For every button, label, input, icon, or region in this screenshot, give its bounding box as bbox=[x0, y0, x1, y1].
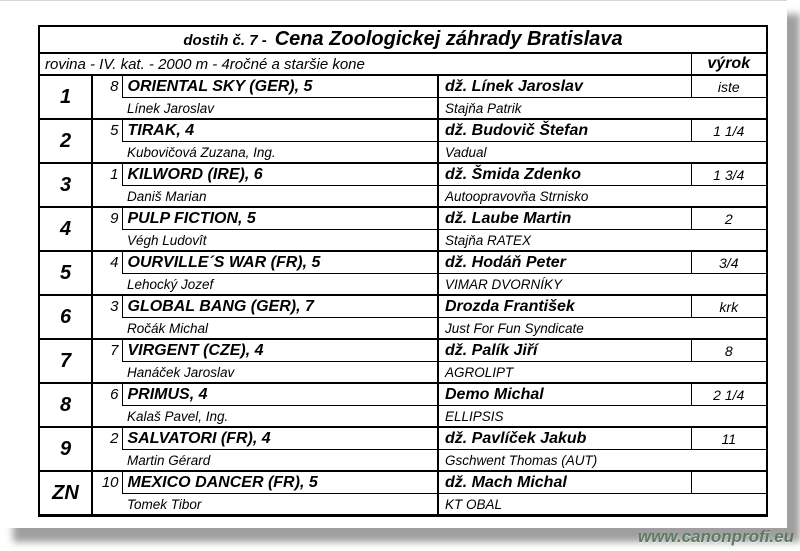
result-row-top bbox=[39, 295, 767, 318]
verdict-cell: krk bbox=[691, 295, 767, 318]
verdict-cell: 1 3/4 bbox=[691, 163, 767, 186]
horse-name-cell: PULP FICTION, 5 bbox=[122, 207, 438, 230]
conditions-row bbox=[39, 53, 767, 75]
result-row-top bbox=[39, 339, 767, 362]
result-row-bottom bbox=[39, 98, 767, 120]
start-number-cell: 8 bbox=[92, 75, 122, 98]
place-cell: 8 bbox=[39, 383, 92, 427]
trainer-cell: Línek Jaroslav bbox=[122, 98, 438, 120]
jockey-cell: Demo Michal bbox=[438, 383, 691, 406]
horse-name-cell: PRIMUS, 4 bbox=[122, 383, 438, 406]
stable-cell: KT OBAL bbox=[438, 494, 767, 516]
result-row-bottom bbox=[39, 406, 767, 428]
place-cell: 6 bbox=[39, 295, 92, 339]
stable-cell: AGROLIPT bbox=[438, 362, 767, 384]
horse-name-cell: TIRAK, 4 bbox=[122, 119, 438, 142]
result-row-bottom bbox=[39, 362, 767, 384]
result-row-top bbox=[39, 163, 767, 186]
result-row-bottom bbox=[39, 230, 767, 252]
result-row-top bbox=[39, 427, 767, 450]
jockey-cell: dž. Palík Jiří bbox=[438, 339, 691, 362]
result-row-top bbox=[39, 471, 767, 494]
stable-cell: Vadual bbox=[438, 142, 767, 164]
verdict-cell: 1 1/4 bbox=[691, 119, 767, 142]
horse-name-cell: ORIENTAL SKY (GER), 5 bbox=[122, 75, 438, 98]
race-name-label: Cena Zoologickej záhrady Bratislava bbox=[274, 28, 623, 50]
verdict-cell: 11 bbox=[691, 427, 767, 450]
start-number-cell: 3 bbox=[92, 295, 122, 318]
title-row bbox=[39, 26, 767, 53]
trainer-cell: Végh Ludovît bbox=[122, 230, 438, 252]
horse-name-cell: GLOBAL BANG (GER), 7 bbox=[122, 295, 438, 318]
stable-cell: Stajňa Patrik bbox=[438, 98, 767, 120]
number-spacer-cell bbox=[92, 186, 122, 208]
verdict-cell: 2 1/4 bbox=[691, 383, 767, 406]
race-title bbox=[39, 26, 767, 53]
jockey-cell: dž. Laube Martin bbox=[438, 207, 691, 230]
start-number-cell: 10 bbox=[92, 471, 122, 494]
horse-name-cell: VIRGENT (CZE), 4 bbox=[122, 339, 438, 362]
stable-cell: Autoopravovňa Strnisko bbox=[438, 186, 767, 208]
jockey-cell: dž. Pavlíček Jakub bbox=[438, 427, 691, 450]
verdict-cell bbox=[691, 471, 767, 494]
trainer-cell: Tomek Tibor bbox=[122, 494, 438, 516]
stable-cell: ELLIPSIS bbox=[438, 406, 767, 428]
start-number-cell: 9 bbox=[92, 207, 122, 230]
number-spacer-cell bbox=[92, 318, 122, 340]
trainer-cell: Ročák Michal bbox=[122, 318, 438, 340]
number-spacer-cell bbox=[92, 494, 122, 516]
start-number-cell: 4 bbox=[92, 251, 122, 274]
verdict-cell: iste bbox=[691, 75, 767, 98]
verdict-cell: 3/4 bbox=[691, 251, 767, 274]
number-spacer-cell bbox=[92, 406, 122, 428]
start-number-cell: 5 bbox=[92, 119, 122, 142]
verdict-cell: 2 bbox=[691, 207, 767, 230]
start-number-cell: 6 bbox=[92, 383, 122, 406]
jockey-cell: dž. Hodáň Peter bbox=[438, 251, 691, 274]
result-row-bottom bbox=[39, 494, 767, 516]
number-spacer-cell bbox=[92, 362, 122, 384]
verdict-column-header: výrok bbox=[691, 53, 767, 75]
stable-cell: Gschwent Thomas (AUT) bbox=[438, 450, 767, 472]
result-row-top bbox=[39, 119, 767, 142]
place-cell: 5 bbox=[39, 251, 92, 295]
horse-name-cell: OURVILLE´S WAR (FR), 5 bbox=[122, 251, 438, 274]
jockey-cell: dž. Budovič Štefan bbox=[438, 119, 691, 142]
verdict-cell: 8 bbox=[691, 339, 767, 362]
trainer-cell: Kalaš Pavel, Ing. bbox=[122, 406, 438, 428]
place-cell: 3 bbox=[39, 163, 92, 207]
watermark-text: www.canonprofi.eu bbox=[637, 527, 794, 546]
place-cell: 1 bbox=[39, 75, 92, 119]
number-spacer-cell bbox=[92, 274, 122, 296]
number-spacer-cell bbox=[92, 450, 122, 472]
number-spacer-cell bbox=[92, 230, 122, 252]
race-number-label: dostih č. 7 - bbox=[183, 32, 267, 49]
result-row-bottom bbox=[39, 450, 767, 472]
trainer-cell: Hanáček Jaroslav bbox=[122, 362, 438, 384]
result-row-top bbox=[39, 251, 767, 274]
race-results-table bbox=[38, 25, 768, 517]
jockey-cell: dž. Línek Jaroslav bbox=[438, 75, 691, 98]
jockey-cell: dž. Šmida Zdenko bbox=[438, 163, 691, 186]
number-spacer-cell bbox=[92, 98, 122, 120]
place-cell: 2 bbox=[39, 119, 92, 163]
trainer-cell: Martin Gérard bbox=[122, 450, 438, 472]
start-number-cell: 1 bbox=[92, 163, 122, 186]
jockey-cell: Drozda František bbox=[438, 295, 691, 318]
race-results-body bbox=[39, 75, 767, 516]
horse-name-cell: SALVATORI (FR), 4 bbox=[122, 427, 438, 450]
result-row-bottom bbox=[39, 318, 767, 340]
result-row-bottom bbox=[39, 142, 767, 164]
race-conditions: rovina - IV. kat. - 2000 m - 4ročné a staršie kone bbox=[39, 53, 691, 75]
start-number-cell: 2 bbox=[92, 427, 122, 450]
result-row-bottom bbox=[39, 274, 767, 296]
result-row-top bbox=[39, 207, 767, 230]
stable-cell: VIMAR DVORNÍKY bbox=[438, 274, 767, 296]
horse-name-cell: MEXICO DANCER (FR), 5 bbox=[122, 471, 438, 494]
horse-name-cell: KILWORD (IRE), 6 bbox=[122, 163, 438, 186]
trainer-cell: Kubovičová Zuzana, Ing. bbox=[122, 142, 438, 164]
trainer-cell: Lehocký Jozef bbox=[122, 274, 438, 296]
start-number-cell: 7 bbox=[92, 339, 122, 362]
place-cell: 7 bbox=[39, 339, 92, 383]
jockey-cell: dž. Mach Michal bbox=[438, 471, 691, 494]
number-spacer-cell bbox=[92, 142, 122, 164]
place-cell: 9 bbox=[39, 427, 92, 471]
stable-cell: Just For Fun Syndicate bbox=[438, 318, 767, 340]
result-row-top bbox=[39, 75, 767, 98]
stable-cell: Stajňa RATEX bbox=[438, 230, 767, 252]
place-cell: 4 bbox=[39, 207, 92, 251]
result-row-top bbox=[39, 383, 767, 406]
trainer-cell: Daniš Marian bbox=[122, 186, 438, 208]
result-row-bottom bbox=[39, 186, 767, 208]
place-cell: ZN bbox=[39, 471, 92, 516]
